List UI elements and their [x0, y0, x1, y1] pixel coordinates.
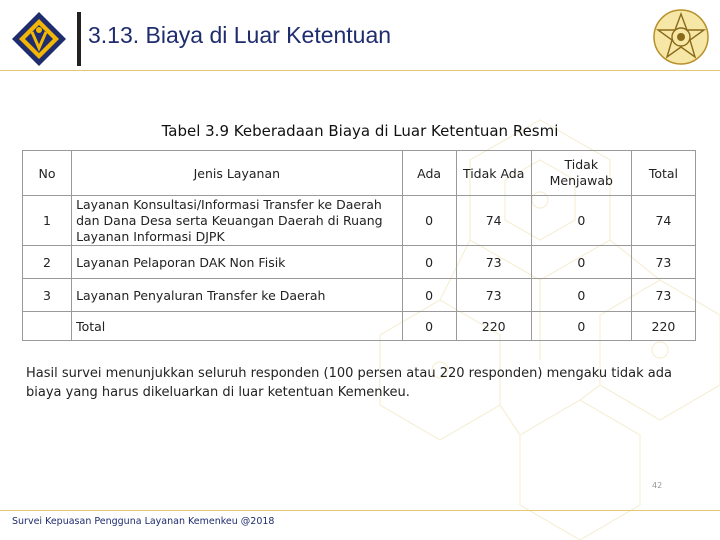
- cell-tidak-menjawab: 0: [531, 312, 631, 341]
- column-header-total: Total: [631, 151, 695, 196]
- table-row: [23, 279, 696, 312]
- column-header-tidak-ada: Tidak Ada: [456, 151, 531, 196]
- footer-text: Survei Kepuasan Pengguna Layanan Kemenkeu @2018: [12, 516, 275, 527]
- column-header-ada: Ada: [402, 151, 456, 196]
- cell-tidak-ada: 73: [456, 246, 531, 279]
- cell-tidak-ada: 74: [456, 196, 531, 246]
- cell-ada: 0: [402, 279, 456, 312]
- cell-total: 73: [631, 279, 695, 312]
- cell-jenis: Layanan Konsultasi/Informasi Transfer ke Daerah dan Dana Desa serta Keuangan Daerah di Ruang Layanan Informasi DJPK: [72, 196, 402, 246]
- footer-rule: [0, 510, 720, 511]
- cell-no: 3: [23, 279, 72, 312]
- column-header-tidak-menjawab: Tidak Menjawab: [531, 151, 631, 196]
- cell-tidak-ada: 73: [456, 279, 531, 312]
- cell-no-empty: [23, 312, 72, 341]
- cell-total: 220: [631, 312, 695, 341]
- cell-ada: 0: [402, 196, 456, 246]
- table-total-row: [23, 312, 696, 341]
- ugm-seal-logo: [652, 8, 710, 66]
- header-rule: [0, 70, 720, 71]
- slide-title: 3.13. Biaya di Luar Ketentuan: [88, 22, 392, 48]
- table-title: Tabel 3.9 Keberadaan Biaya di Luar Ketentuan Resmi: [161, 122, 559, 140]
- kemenkeu-logo: [10, 10, 68, 68]
- cell-no: 1: [23, 196, 72, 246]
- cell-tidak-menjawab: 0: [531, 246, 631, 279]
- table-header-row: [23, 151, 696, 196]
- cell-tidak-ada: 220: [456, 312, 531, 341]
- data-table: [22, 150, 696, 341]
- cell-ada: 0: [402, 312, 456, 341]
- cell-tidak-menjawab: 0: [531, 196, 631, 246]
- table-row: [23, 246, 696, 279]
- cell-tidak-menjawab: 0: [531, 279, 631, 312]
- table-row: [23, 196, 696, 246]
- cell-jenis: Layanan Penyaluran Transfer ke Daerah: [72, 279, 402, 312]
- column-header-jenis: Jenis Layanan: [72, 151, 402, 196]
- cell-total-label: Total: [72, 312, 402, 341]
- cell-total: 73: [631, 246, 695, 279]
- summary-text: Hasil survei menunjukkan seluruh responden (100 persen atau 220 responden) mengaku tidak ada biaya yang harus dikeluarkan di luar ketentuan Kemenkeu.: [26, 366, 672, 400]
- cell-ada: 0: [402, 246, 456, 279]
- cell-total: 74: [631, 196, 695, 246]
- cell-jenis: Layanan Pelaporan DAK Non Fisik: [72, 246, 402, 279]
- page-number: 42: [652, 481, 663, 490]
- title-divider: [77, 12, 81, 66]
- column-header-no: No: [23, 151, 72, 196]
- cell-no: 2: [23, 246, 72, 279]
